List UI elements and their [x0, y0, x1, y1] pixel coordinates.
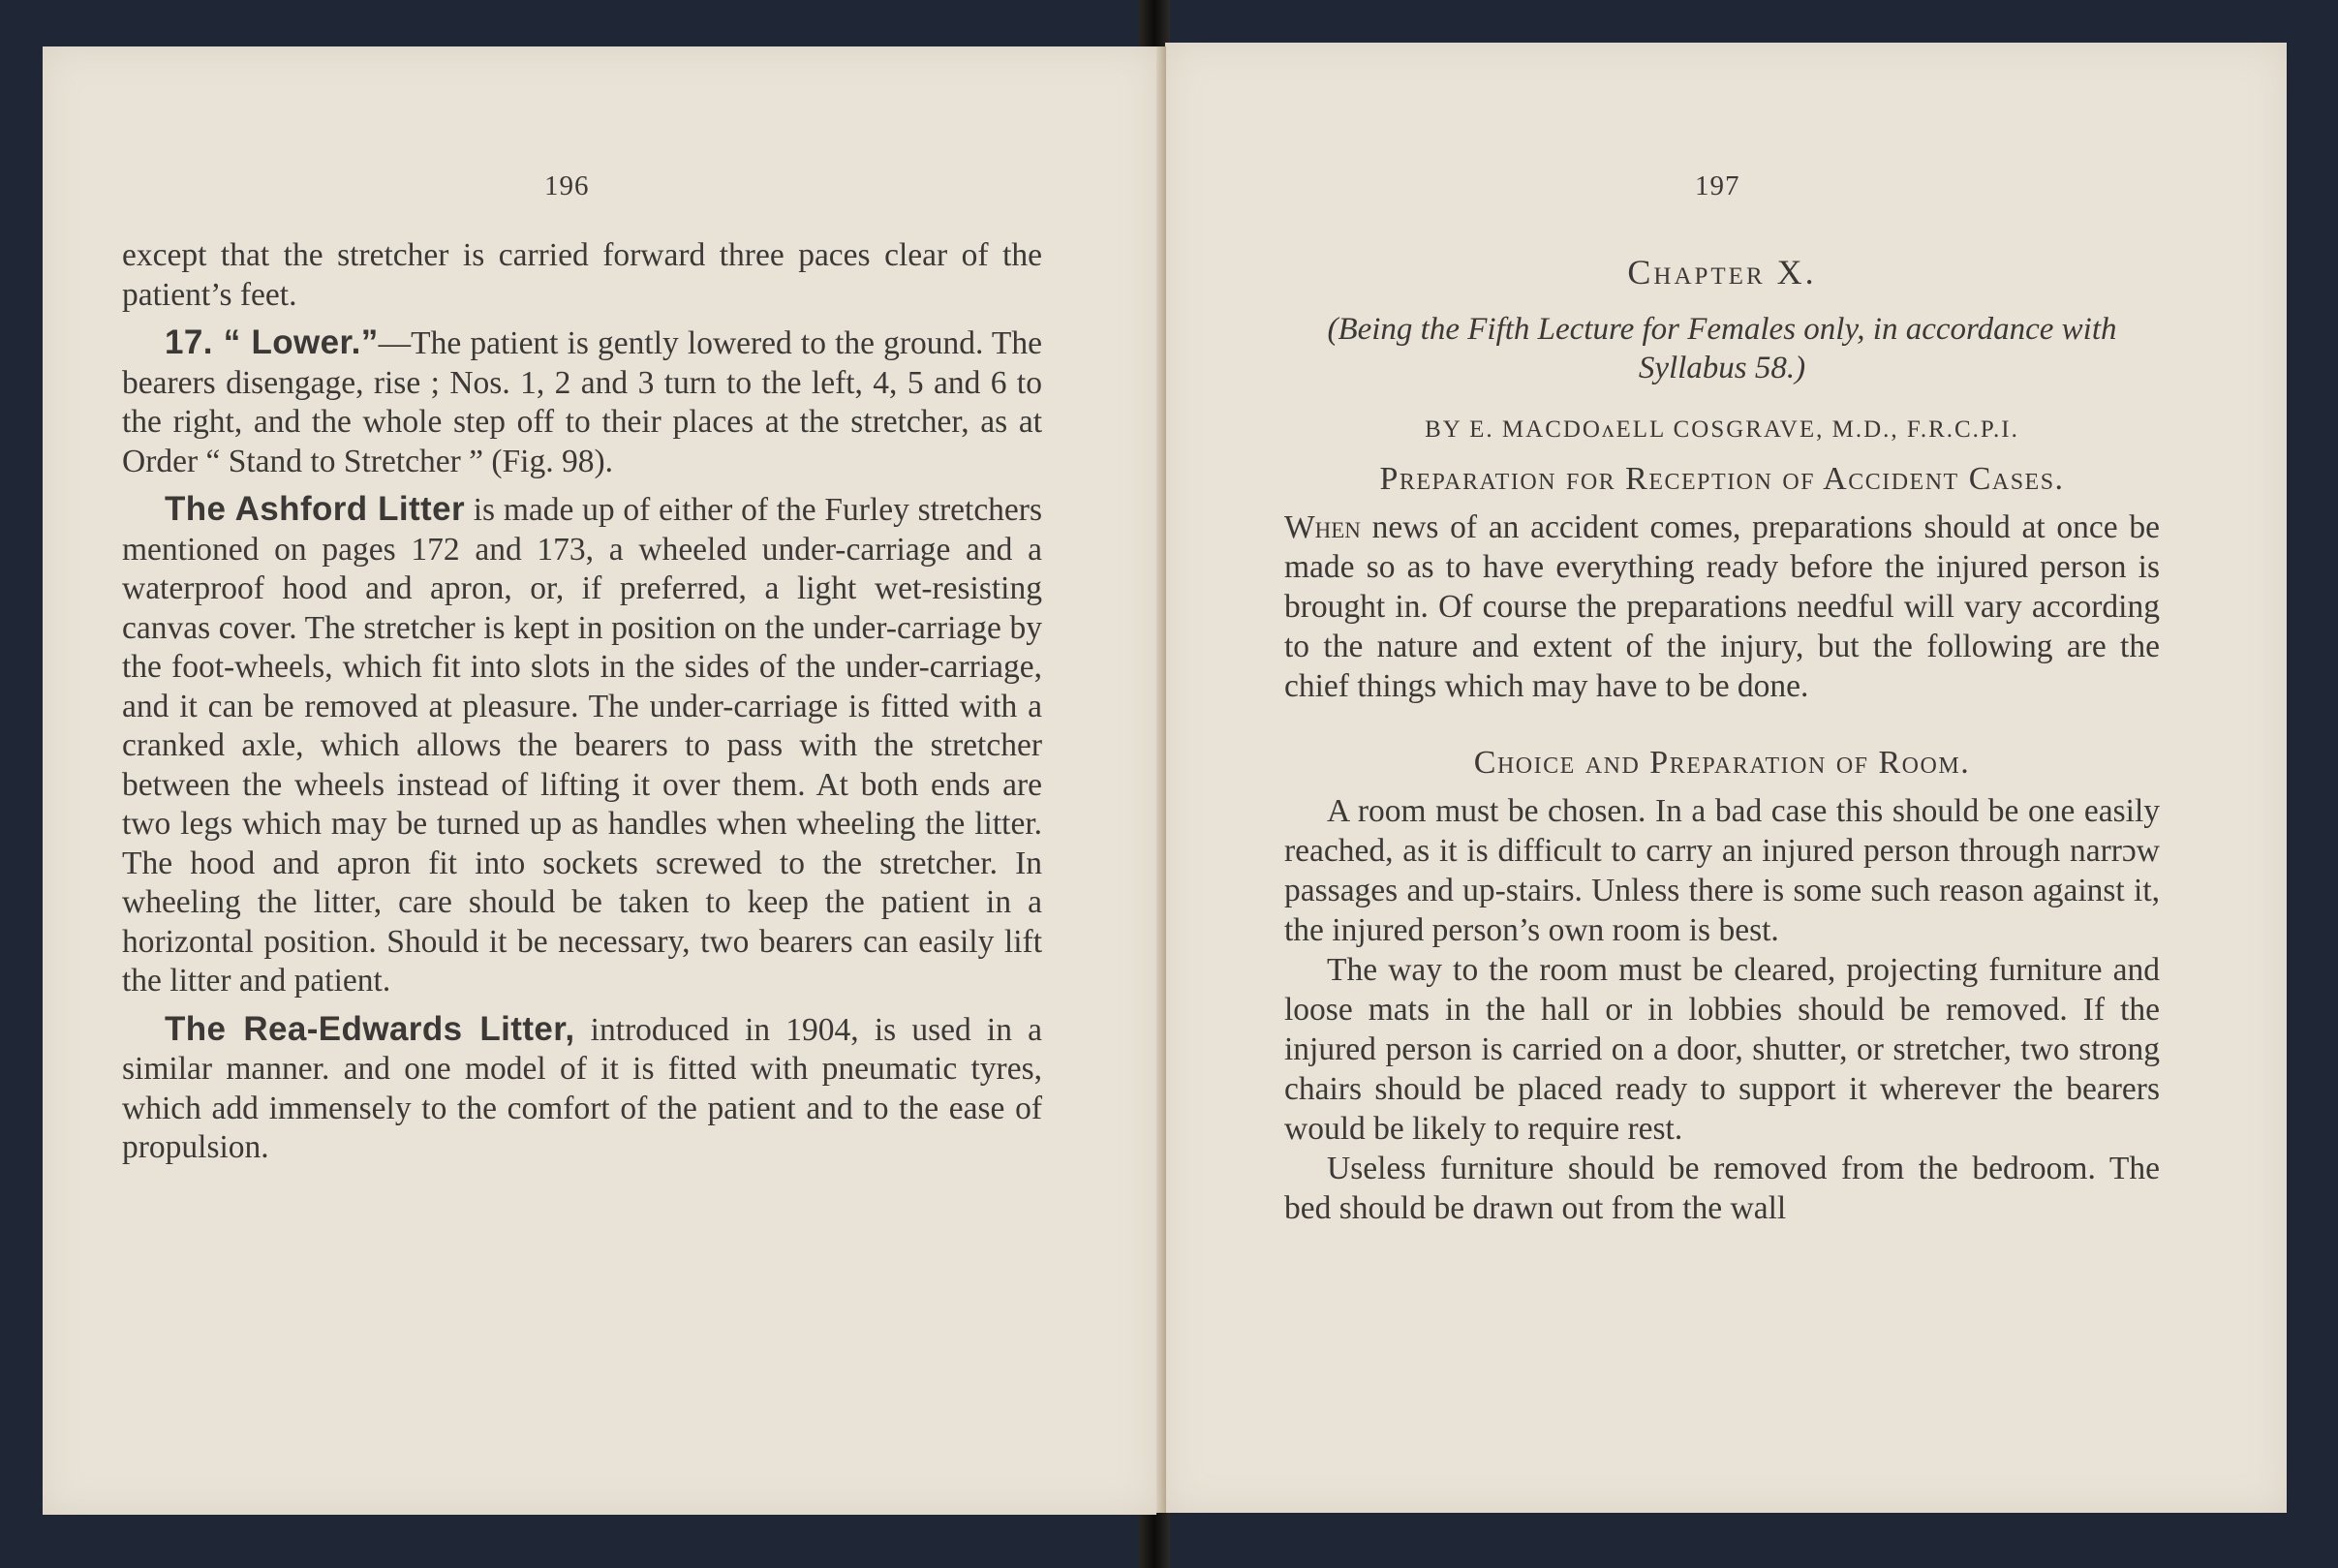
author-byline: BY E. MACDOᴧELL COSGRAVE, M.D., F.R.C.P.I. — [1425, 416, 2019, 443]
lecture-note: (Being the Fifth Lecture for Females only, in accordance with Syllabus 58.) — [1327, 312, 2117, 385]
section-heading-choice-of-room: Choice and Preparation of Room. — [1473, 745, 1971, 781]
lower-heading: 17. “ Lower.” — [165, 323, 379, 361]
paragraph-useless-furniture: Useless furniture should be removed from the bedroom. The bed should be drawn out from the wall — [1284, 1151, 2160, 1226]
page-edge — [1156, 46, 1166, 1513]
paragraph-news-of-accident: When news of an accident comes, preparations should at once be made so as to have everything ready before the injured person is brought in. Of course the preparations needful will vary according to the nature and extent of the injury, but the following are the chief things which may have to be done. — [1284, 509, 2160, 704]
ashford-litter-heading: The Ashford Litter — [165, 490, 465, 528]
left-paragraph-ashford-litter: The Ashford Litter is made up of either of the Furley stretchers mentioned on pages 172 and 173, a wheeled under-carriage and a waterproof hood and apron, or, if preferred, a light wet-resisting canvas cover. The stretcher is kept in position on the under-carriage by the foot-wheels, which fit into slots in the sides of the under-carriage, and it can be removed at pleasure. The under-carriage is fitted with a cranked axle, which allows the bearers to pass with the stretcher between the wheels instead of lifting it over them. At both ends are two legs which may be turned up as handles when wheeling the litter. The hood and apron fit into sockets screwed to the stretcher. In wheeling the litter, care should be taken to keep the patient in a horizontal position. Should it be necessary, two bearers can easily lift the litter and patient. — [122, 490, 1042, 999]
left-paragraph-lower: 17. “ Lower.”—The patient is gently lowered to the ground. The bearers disengage, rise ; Nos. 1, 2 and 3 turn to the left, 4, 5 and 6 to the right, and the whole step off to their places at the stretcher, as at Order “ Stand to Stretcher ” (Fig. 98). — [122, 323, 1042, 479]
section-preparation-body — [1284, 507, 2160, 706]
right-page-body — [1284, 252, 2160, 1228]
section-choice-of-room-body — [1284, 791, 2160, 1228]
paragraph-lead-word: When — [1284, 509, 1361, 545]
left-page-number: 196 — [544, 170, 590, 201]
chapter-title: Chapter X. — [1627, 253, 1817, 292]
rea-edwards-litter-heading: The Rea-Edwards Litter, — [165, 1009, 575, 1048]
paragraph-room-chosen: A room must be chosen. In a bad case this should be one easily reached, as it is difficult to carry an injured person through narrɔw passages and up-stairs. Unless there is some such reason against it, the injured person’s own room is best. — [1284, 793, 2160, 948]
section-heading-preparation: Preparation for Reception of Accident Cases. — [1379, 461, 2065, 497]
paragraph-way-cleared: The way to the room must be cleared, projecting furniture and loose mats in the hall or in lobbies should be removed. If the injured person is carried on a door, shutter, or stretcher, two strong chairs should be placed ready to support it wherever the bearers would be likely to require rest. — [1284, 952, 2160, 1147]
right-page-number: 197 — [1695, 170, 1740, 201]
left-page-body — [122, 236, 1042, 1168]
left-paragraph-continuation: except that the stretcher is carried forward three paces clear of the patient’s feet. — [122, 237, 1042, 313]
left-paragraph-rea-edwards-litter: The Rea-Edwards Litter, introduced in 1904, is used in a similar manner. and one model of it is fitted with pneumatic tyres, which add immensely to the comfort of the patient and to the ease of propulsion. — [122, 1009, 1042, 1165]
